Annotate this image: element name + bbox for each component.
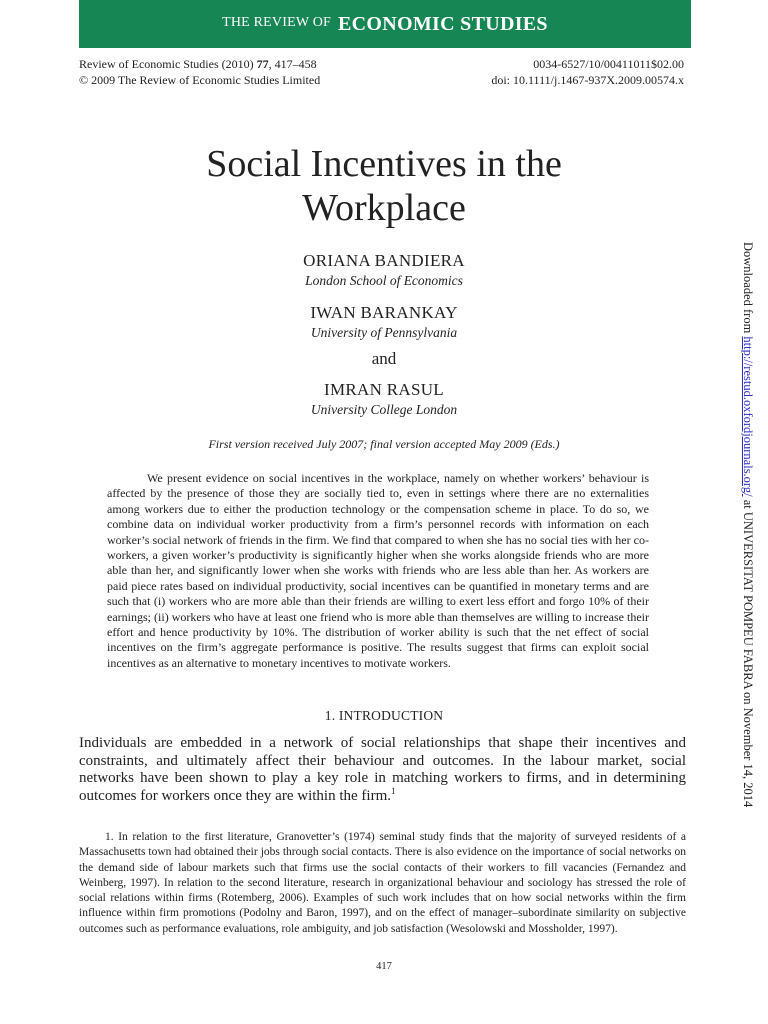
author-name: IWAN BARANKAY: [310, 303, 458, 322]
intro-text: Individuals are embedded in a network of social relationships that shape their incentives and constraints, and ultimately affect their behaviour and outcomes. In the labour market, social networks have been shown to play a key role in matching workers to firms, and in determining outcomes for workers once they are within the firm.: [79, 735, 686, 804]
and-separator: [0, 349, 768, 369]
page-range: , 417–458: [268, 57, 317, 71]
paper-title: [0, 142, 768, 230]
citation-line: [79, 56, 320, 72]
abstract-text: We present evidence on social incentives in the workplace, namely on whether workers’ behaviour is affected by the presence of those they are socially tied to, even in settings where there are no externalities among workers due to either the production technology or the compensation scheme in place. To do so, we combine data on individual worker productivity from a firm’s personnel records with information on each worker’s social network of friends in the firm. We find that compared to when she has no social ties with her co-workers, a given worker’s productivity is significantly higher when she works alongside friends who are more able than her, and significantly lower when she works with friends who are less able than her. As workers are paid piece rates based on individual productivity, social incentives can be quantified in monetary terms and are such that (i) workers who are more able than their friends are willing to exert less effort and forgo 10% of their earnings; (ii) workers who have at least one friend who is more able than themselves are willing to increase their effort and hence productivity by 10%. The distribution of worker ability is such that the net effect of social incentives on the firm’s aggregate performance is positive. The results suggest that firms can exploit social incentives as an alternative to monetary incentives to motivate workers.: [107, 471, 649, 670]
watermark-suffix: at UNIVERSITAT POMPEU FABRA on November 14, 2014: [741, 496, 755, 808]
watermark-prefix: Downloaded from: [741, 242, 755, 337]
author-3: [0, 380, 768, 418]
doi-line: doi: 10.1111/j.1467-937X.2009.00574.x: [491, 73, 684, 87]
citation-prefix: Review of Economic Studies (2010): [79, 57, 257, 71]
footnote: [79, 830, 686, 937]
and-text: and: [371, 349, 397, 368]
author-1: [0, 251, 768, 289]
copyright-line: © 2009 The Review of Economic Studies Limited: [79, 73, 321, 87]
title-line-2: Workplace: [302, 187, 466, 229]
footnote-text: 1. In relation to the first literature, Granovetter’s (1974) seminal study finds that the majority of surveyed residents of a Massachusetts town had obtained their jobs through social contacts. There is also evidence on the importance of social networks on the demand side of labour markets such that firms use the social contacts of their workers to fill vacancies (Fernandez and Weinberg, 1997). In relation to the second literature, research in organizational behaviour and sociology has stressed the role of social relations within firms (Rotemberg, 2006). Examples of such work includes that on how social networks within the firm influence within firm promotions (Podolny and Baron, 1997), and on the effect of manager–subordinate similarity on subjective outcomes such as performance evaluations, role ambiguity, and job satisfaction (Wesolowski and Mossholder, 1997).: [79, 831, 686, 935]
issn-line: 0034-6527/10/00411011$02.00: [533, 57, 684, 71]
download-watermark: [740, 242, 755, 807]
author-affiliation: London School of Economics: [305, 273, 463, 288]
received-dates: First version received July 2007; final version accepted May 2009 (Eds.): [208, 437, 560, 451]
author-affiliation: University of Pennsylvania: [310, 325, 458, 340]
author-name: ORIANA BANDIERA: [303, 251, 465, 270]
title-line-1: Social Incentives in the: [206, 143, 562, 185]
issn-doi-info: [491, 56, 684, 88]
author-2: [0, 303, 768, 341]
masthead-prefix: THE REVIEW OF: [222, 15, 332, 30]
masthead-journal-name: ECONOMIC STUDIES: [338, 12, 548, 35]
volume-number: 77: [256, 57, 269, 71]
page-number: 417: [376, 961, 392, 972]
journal-link[interactable]: http://restud.oxfordjournals.org/: [741, 336, 755, 497]
section-heading: 1. INTRODUCTION: [324, 708, 444, 723]
author-affiliation: University College London: [310, 402, 458, 417]
abstract: [107, 471, 649, 671]
author-name: IMRAN RASUL: [324, 380, 444, 399]
journal-masthead: [79, 0, 691, 48]
footnote-marker[interactable]: 1: [390, 785, 396, 796]
introduction-paragraph: [79, 735, 686, 805]
citation-info: [79, 56, 320, 88]
